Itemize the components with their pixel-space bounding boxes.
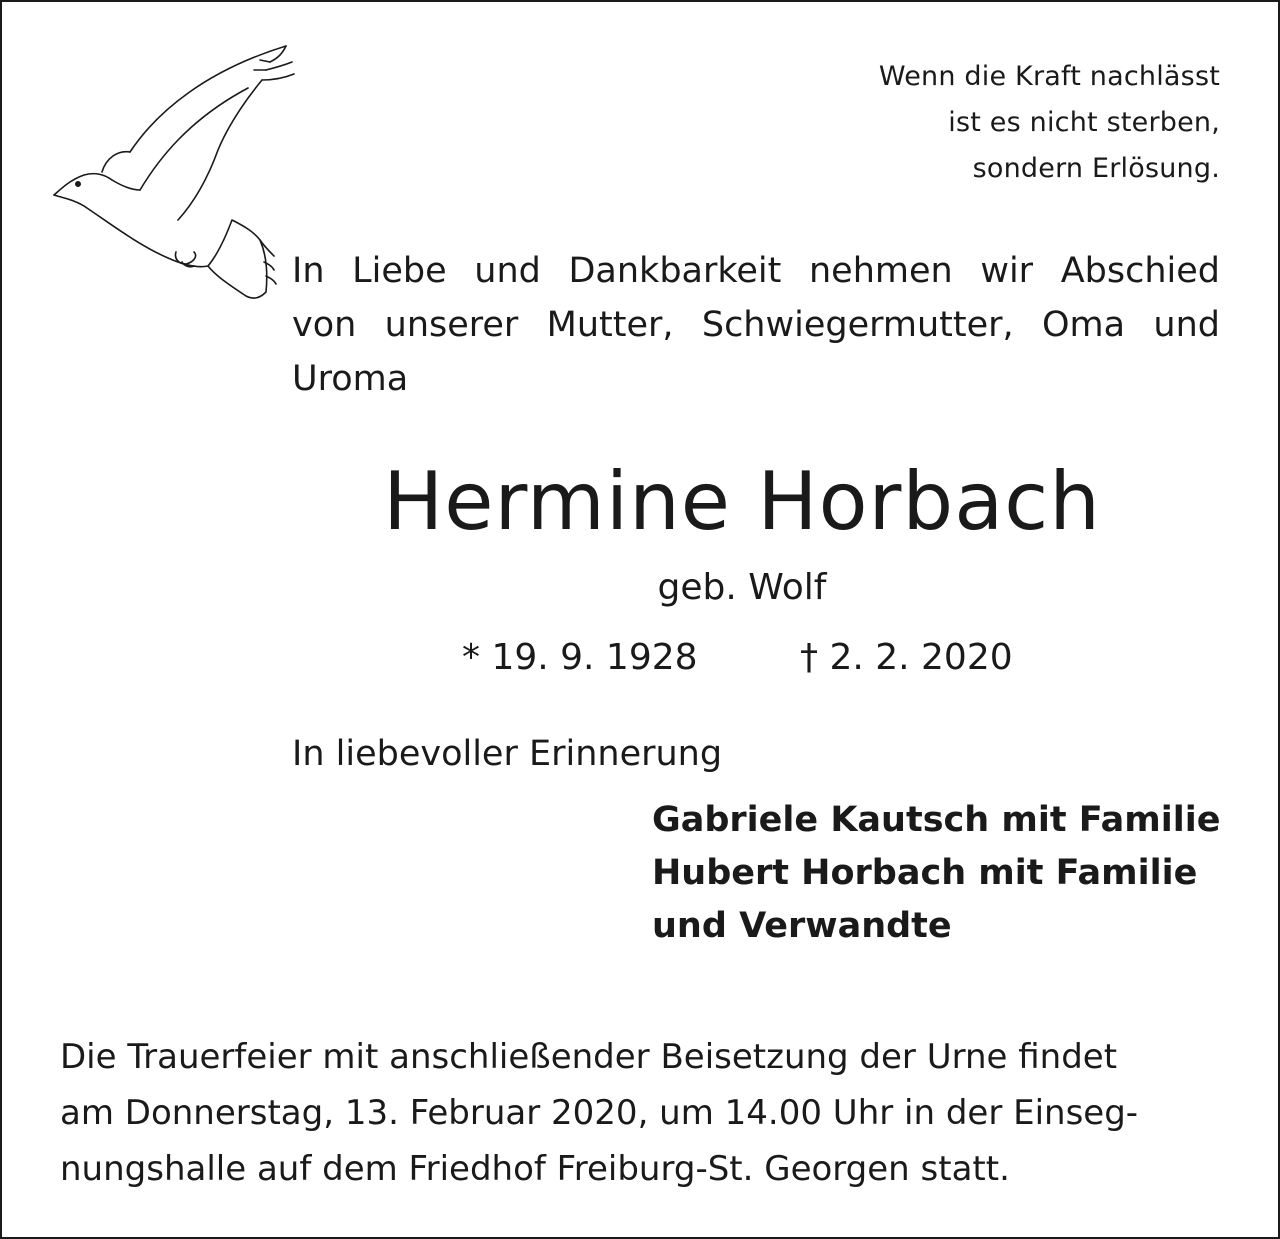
- ceremony-line: am Donnerstag, 13. Februar 2020, um 14.00 Uhr in der Einseg-: [60, 1093, 1139, 1133]
- dove-icon: [48, 40, 298, 302]
- mourner: Hubert Horbach mit Familie: [652, 853, 1198, 893]
- mourner: und Verwandte: [652, 906, 952, 946]
- deceased-name: Hermine Horbach: [383, 455, 1101, 548]
- birth-name: geb. Wolf: [657, 567, 827, 608]
- motto-line: ist es nicht sterben,: [948, 107, 1220, 138]
- ceremony-notice: [60, 1029, 1220, 1197]
- birth-date: * 19. 9. 1928: [462, 637, 698, 678]
- motto-line: sondern Erlösung.: [972, 153, 1220, 184]
- motto-line: Wenn die Kraft nachlässt: [878, 61, 1220, 92]
- ceremony-line: nungshalle auf dem Friedhof Freiburg-St. Georgen statt.: [60, 1149, 1010, 1189]
- farewell-intro: In Liebe und Dankbarkeit nehmen wir Abschied von unserer Mutter, Schwiegermutter, Oma und Uroma: [292, 251, 1220, 399]
- death-date: † 2. 2. 2020: [800, 637, 1013, 678]
- ceremony-line: Die Trauerfeier mit anschließender Beisetzung der Urne findet: [60, 1037, 1118, 1077]
- motto-quote: [700, 54, 1220, 192]
- memory-line: In liebevoller Erinnerung: [292, 734, 723, 774]
- mourner: Gabriele Kautsch mit Familie: [652, 800, 1221, 840]
- mourners-list: [652, 794, 1220, 953]
